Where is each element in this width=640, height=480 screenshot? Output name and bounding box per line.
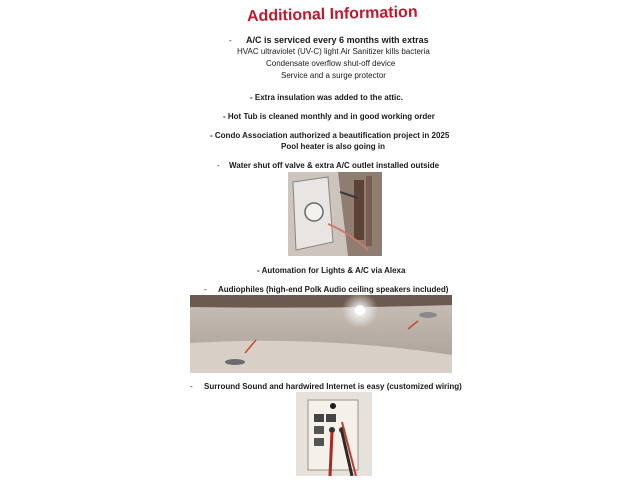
water-item: Water shut off valve & extra A/C outlet installed outside xyxy=(229,161,440,170)
audio-item: Audiophiles (high-end Polk Audio ceiling speakers included) xyxy=(218,285,449,294)
automation-item: - Automation for Lights & A/C via Alexa xyxy=(257,266,406,275)
ceiling-speakers-photo xyxy=(190,295,452,373)
water-valve-photo xyxy=(288,172,382,256)
page-title: Additional Information xyxy=(246,3,418,26)
ac-line-3: Service and a surge protector xyxy=(281,71,386,80)
ac-line-2: Condensate overflow shut-off device xyxy=(266,59,396,68)
hot-tub-item: - Hot Tub is cleaned monthly and in good working order xyxy=(223,112,435,121)
wall-plate-photo xyxy=(296,392,372,476)
insulation-item: - Extra insulation was added to the attic. xyxy=(250,93,403,102)
surround-bullet: - xyxy=(190,382,193,391)
ac-line-1: HVAC ultraviolet (UV-C) light Air Sanitizer kills bacteria xyxy=(237,47,430,56)
water-bullet: - xyxy=(217,161,220,170)
condo-item-line-1: - Condo Association authorized a beautification project in 2025 xyxy=(210,131,450,140)
ac-bullet: - xyxy=(229,36,232,45)
surround-item: Surround Sound and hardwired Internet is easy (customized wiring) xyxy=(204,382,462,391)
ac-headline: A/C is serviced every 6 months with extras xyxy=(246,35,429,45)
condo-item-line-2: Pool heater is also going in xyxy=(281,142,386,151)
audio-bullet: - xyxy=(204,285,207,294)
